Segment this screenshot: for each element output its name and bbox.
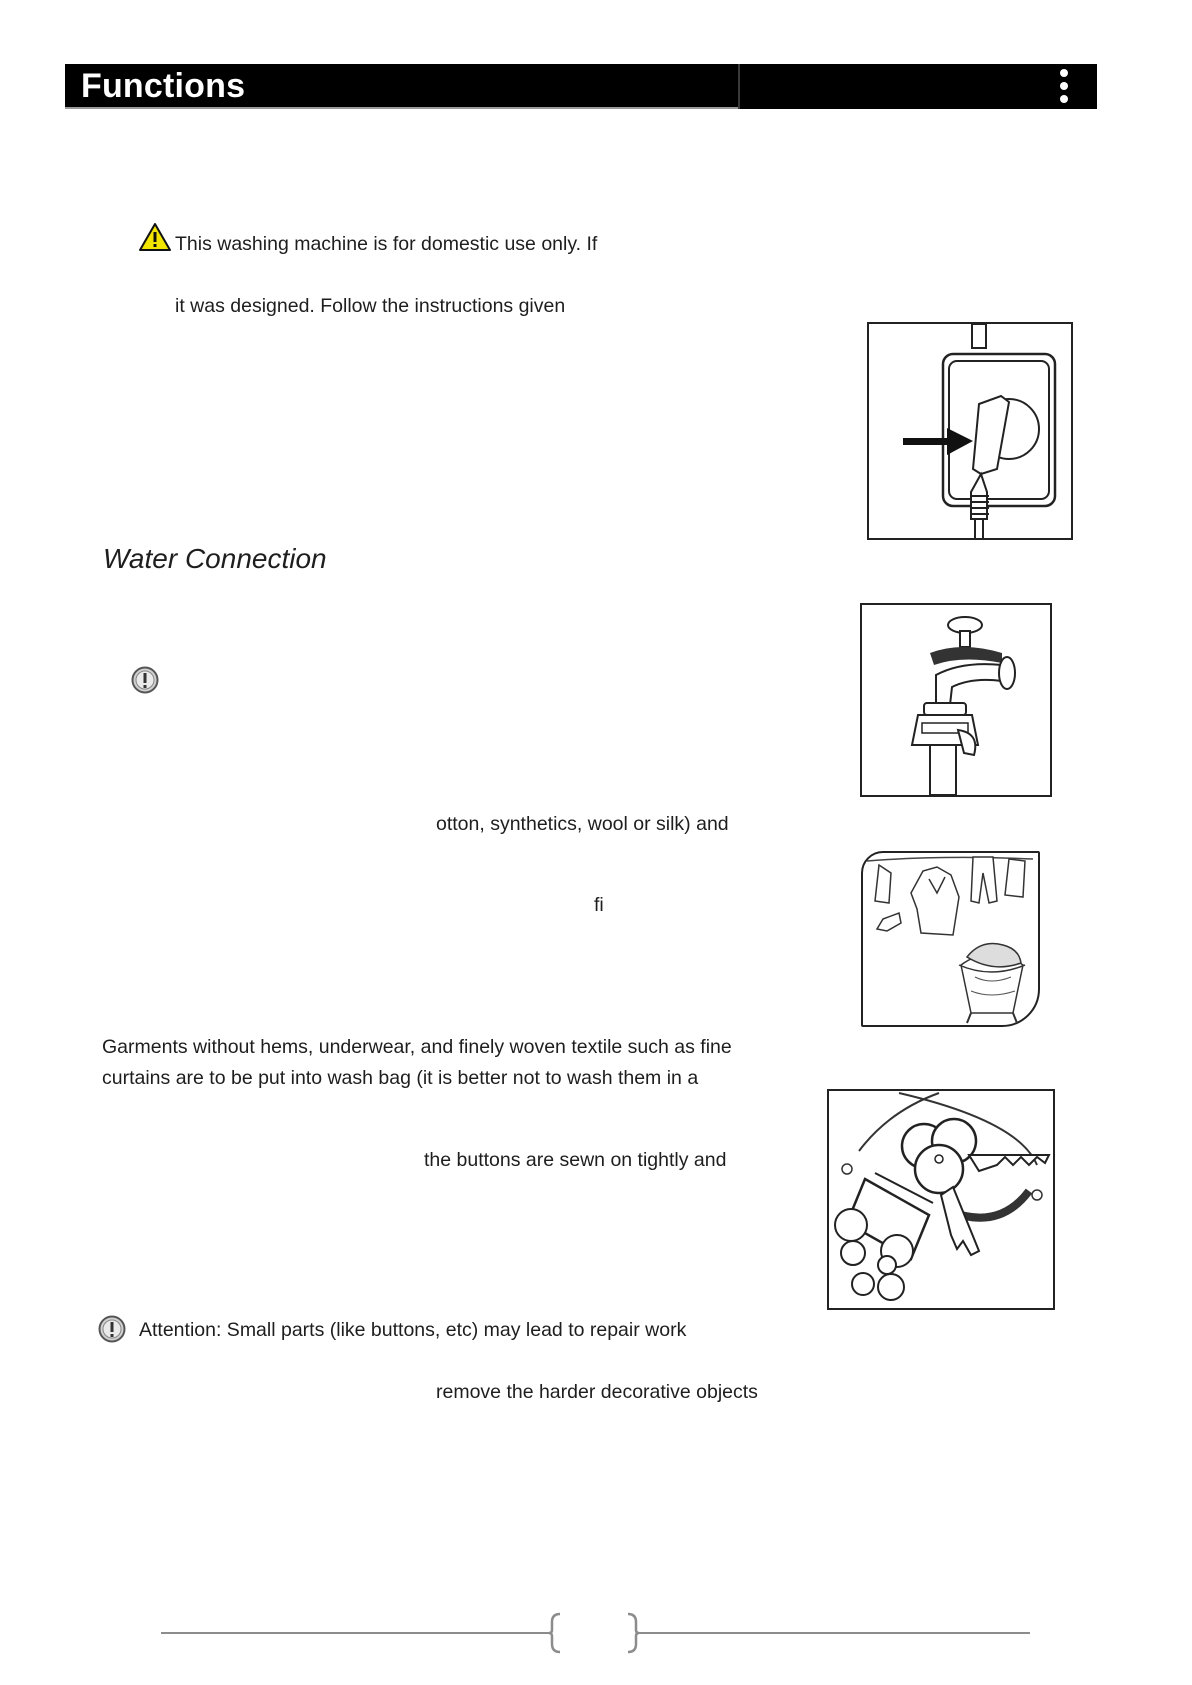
exclamation-circle-icon: [131, 666, 159, 694]
page-number-bracket-left: [548, 1612, 562, 1654]
buttons-line: the buttons are sewn on tightly and: [424, 1149, 727, 1171]
domestic-use-line-2: it was designed. Follow the instructions given: [175, 295, 566, 317]
attention-small-parts-line: Attention: Small parts (like buttons, etc) may lead to repair work: [139, 1319, 687, 1341]
page-title: Functions: [81, 67, 246, 105]
exclamation-circle-icon: [98, 1315, 126, 1343]
warning-triangle-icon: [138, 222, 172, 252]
domestic-use-line-1: This washing machine is for domestic use only. If: [175, 233, 598, 255]
fabric-types-line: otton, synthetics, wool or silk) and: [436, 813, 729, 835]
section-heading-water-connection: Water Connection: [103, 543, 327, 574]
fabric-fragment: fi: [594, 894, 604, 916]
laundry-sorting-illustration: [861, 851, 1040, 1027]
page-number-bracket-right: [626, 1612, 640, 1654]
header-dots-decoration: [1059, 66, 1069, 108]
garments-line-1: Garments without hems, underwear, and finely woven textile such as fine: [102, 1036, 732, 1058]
footer-rule-left: [161, 1632, 549, 1634]
keys-coins-illustration: [827, 1089, 1055, 1310]
decorative-objects-line: remove the harder decorative objects: [436, 1381, 758, 1403]
header-divider: [738, 64, 740, 109]
footer-rule-right: [638, 1632, 1030, 1634]
water-tap-illustration: [860, 603, 1052, 797]
garments-line-2: curtains are to be put into wash bag (it is better not to wash them in a: [102, 1067, 699, 1089]
plug-socket-illustration: [867, 322, 1073, 540]
